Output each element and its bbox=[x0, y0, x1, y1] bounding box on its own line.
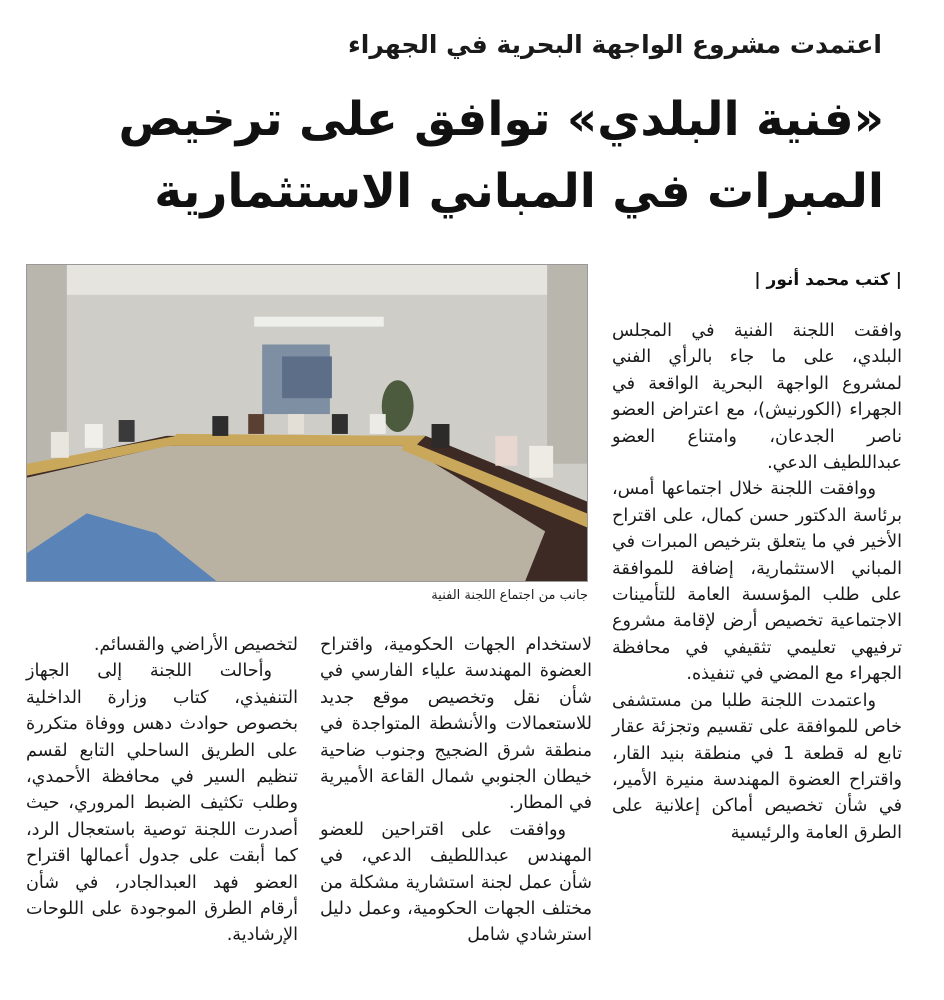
article-paragraph: وافقت اللجنة الفنية في المجلس البلدي، على ما جاء بالرأي الفني لمشروع الواجهة البحرية الواقعة في الجهراء (الكورنيش)، مع اعتراض العضو ناصر الجدعان، وامتناع العضو عبداللطيف الدعي. bbox=[612, 321, 902, 474]
photo-person bbox=[212, 416, 228, 436]
photo-person bbox=[529, 446, 553, 478]
photo-caption: جانب من اجتماع اللجنة الفنية bbox=[431, 588, 588, 603]
article-paragraph: ووافقت على اقتراحين للعضو المهندس عبداللطيف الدعي، في شأن عمل لجنة استشارية مشكلة من مختلف الجهات الحكومية، وعمل دليل استرشادي شامل bbox=[320, 819, 592, 946]
article-column-3 bbox=[26, 632, 298, 972]
article-paragraph: واعتمدت اللجنة طلبا من مستشفى خاص للموافقة على تقسيم وتجزئة عقار تابع له قطعة 1 في منطقة بنيد القار، واقتراح العضوة المهندسة منيرة الأمير، في شأن تخصيص أماكن إعلانية على الطرق العامة والرئيسية bbox=[612, 690, 902, 843]
byline-divider: | bbox=[754, 270, 761, 290]
photo-table-top bbox=[167, 434, 426, 446]
article-column-2 bbox=[320, 632, 592, 972]
article-paragraph: وأحالت اللجنة إلى الجهاز التنفيذي، كتاب وزارة الداخلية بخصوص حوادث دهس ووفاة متكررة على الطريق الساحلي التابع لقسم تنظيم السير في محافظة الأحمدي، وطلب تكثيف الضبط المروري، حيث أصدرت اللجنة توصية باستعجال الرد، كما أبقت على جدول أعمالها اقتراح العضو فهد العبدالجادر، في شأن أرقام الطرق الموجودة على اللوحات الإرشادية. bbox=[26, 661, 298, 946]
photo-person bbox=[370, 414, 386, 434]
article-headline: «فنية البلدي» توافق على ترخيص المبرات في المباني الاستثمارية bbox=[118, 92, 884, 219]
photo-person bbox=[495, 436, 517, 466]
byline-author: كتب محمد أنور bbox=[766, 270, 890, 290]
photo-person bbox=[51, 432, 69, 458]
photo-ceiling bbox=[27, 265, 587, 295]
photo-plant bbox=[382, 380, 414, 432]
photo-person bbox=[432, 424, 450, 448]
meeting-room-photo bbox=[27, 265, 587, 581]
photo-wall-art-inner bbox=[282, 356, 332, 398]
article-photo bbox=[26, 264, 588, 582]
byline bbox=[602, 266, 902, 294]
article-paragraph: ووافقت اللجنة خلال اجتماعها أمس، برئاسة الدكتور حسن كمال، على اقتراح الأخير في ما يتعلق بترخيص المبرات في المباني الاستثمارية، إضافة للموافقة على طلب المؤسسة العامة للتأمينات الاجتماعية تخصيص أرض لإقامة مشروع ترفيهي تعليمي تثقيفي في محافظة الجهراء مع المضي في تنفيذه. bbox=[612, 479, 902, 685]
photo-person bbox=[248, 414, 264, 434]
article-paragraph: لاستخدام الجهات الحكومية، واقتراح العضوة المهندسة علياء الفارسي في شأن نقل وتخصيص موقع جديد للاستعمالات والأنشطة المتواجدة في منطقة شرق الضجيج وجنوب ضاحية خيطان الجنوبي شمال القاعة الأميرية في المطار. bbox=[320, 635, 592, 814]
article-column-1 bbox=[612, 318, 902, 978]
photo-person bbox=[288, 414, 304, 434]
photo-light-strip bbox=[254, 317, 384, 327]
article-kicker: اعتمدت مشروع الواجهة البحرية في الجهراء bbox=[348, 30, 882, 59]
photo-person bbox=[119, 420, 135, 442]
photo-right-panel bbox=[547, 265, 587, 464]
byline-divider: | bbox=[895, 270, 902, 290]
photo-person bbox=[85, 424, 103, 448]
article-paragraph: لتخصيص الأراضي والقسائم. bbox=[93, 635, 298, 655]
photo-person bbox=[332, 414, 348, 434]
